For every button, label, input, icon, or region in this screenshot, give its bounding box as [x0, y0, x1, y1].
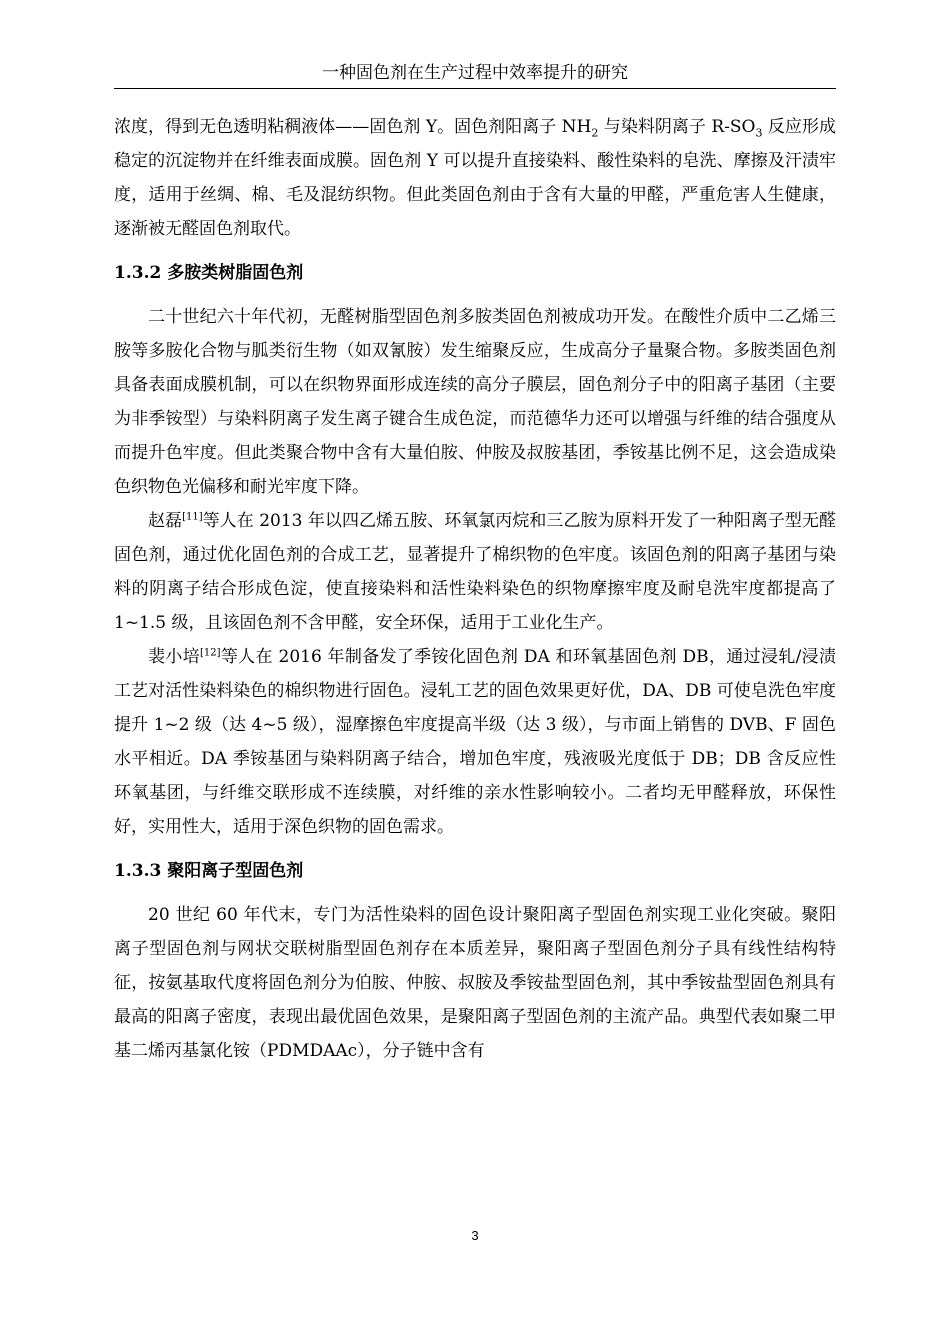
citation-ref: [12] [199, 647, 221, 659]
subscript: 2 [591, 126, 599, 140]
paragraph-polycation: 20 世纪 60 年代末，专门为活性染料的固色设计聚阳离子型固色剂实现工业化突破。聚阳离子型固色剂与网状交联树脂型固色剂存在本质差异，聚阳离子型固色剂分子具有线性结构特征，按氨基取代度将固色剂分为伯胺、仲胺、叔胺及季铵盐型固色剂，其中季铵盐型固色剂具有最高的阳离子密度，表现出最优固色效果，是聚阳离子型固色剂的主流产品。典型代表如聚二甲基二烯丙基氯化铵（PDMDAAc），分子链中含有 [114, 905, 836, 1061]
paragraph-text: 赵磊 [148, 511, 183, 531]
paragraph-text: 等人在 2013 年以四乙烯五胺、环氧氯丙烷和三乙胺为原料开发了一种阳离子型无醛固色剂，通过优化固色剂的合成工艺，显著提升了棉织物的色牢度。该固色剂的阳离子基团与染料的阴离子结合形成色淀，使直接染料和活性染料染色的织物摩擦牢度及耐皂洗牢度都提高了 1~1.5 级，且该固色剂不含甲醛，安全环保，适用于工业化生产。 [114, 511, 836, 633]
paragraph-text: 等人在 2016 年制备发了季铵化固色剂 DA 和环氧基固色剂 DB，通过浸轧/浸渍工艺对活性染料染色的棉织物进行固色。浸轧工艺的固色效果更好优，DA、DB 可使皂洗色牢度提升 1~2 级（达 4~5 级），湿摩擦色牢度提高半级（达 3 级），与市面上销售的 DVB、F 固色水平相近。DA 季铵基团与染料阴离子结合，增加色牢度，残液吸光度低于 DB；DB 含反应性环氧基团，与纤维交联形成不连续膜，对纤维的亲水性影响较小。二者均无甲醛释放，环保性好，实用性大，适用于深色织物的固色需求。 [114, 647, 836, 837]
paragraph-zhao-lei [114, 504, 836, 640]
running-header [114, 60, 836, 89]
paragraph-text: 浓度，得到无色透明粘稠液体——固色剂 Y。固色剂阳离子 NH [114, 117, 592, 137]
page-number: 3 [471, 1228, 479, 1243]
page-body [114, 110, 836, 1068]
page-footer [0, 1228, 950, 1243]
paragraph-continuation [114, 110, 836, 246]
header-title: 一种固色剂在生产过程中效率提升的研究 [322, 63, 628, 83]
paragraph-text: 反应形成稳定的沉淀物并在纤维表面成膜。固色剂 Y 可以提升直接染料、酸性染料的皂洗、摩擦及汗渍牢度，适用于丝绸、棉、毛及混纺织物。但此类固色剂由于含有大量的甲醛，严重危害人生健康，逐渐被无醛固色剂取代。 [114, 117, 836, 239]
section-heading-1-3-3: 1.3.3 聚阳离子型固色剂 [114, 861, 304, 881]
paragraph-polyamine-intro: 二十世纪六十年代初，无醛树脂型固色剂多胺类固色剂被成功开发。在酸性介质中二乙烯三胺等多胺化合物与胍类衍生物（如双氰胺）发生缩聚反应，生成高分子量聚合物。多胺类固色剂具备表面成膜机制，可以在织物界面形成连续的高分子膜层，固色剂分子中的阳离子基团（主要为非季铵型）与染料阴离子发生离子键合生成色淀，而范德华力还可以增强与纤维的结合强度从而提升色牢度。但此类聚合物中含有大量伯胺、仲胺及叔胺基团，季铵基比例不足，这会造成染色织物色光偏移和耐光牢度下降。 [114, 307, 836, 497]
subscript: 3 [755, 126, 763, 140]
paragraph-text: 裴小培 [148, 647, 200, 667]
citation-ref: [11] [182, 511, 203, 523]
section-heading-1-3-2: 1.3.2 多胺类树脂固色剂 [114, 263, 304, 283]
paragraph-pei-xiaopei [114, 640, 836, 844]
paragraph-text: 与染料阴离子 R-SO [598, 117, 756, 137]
